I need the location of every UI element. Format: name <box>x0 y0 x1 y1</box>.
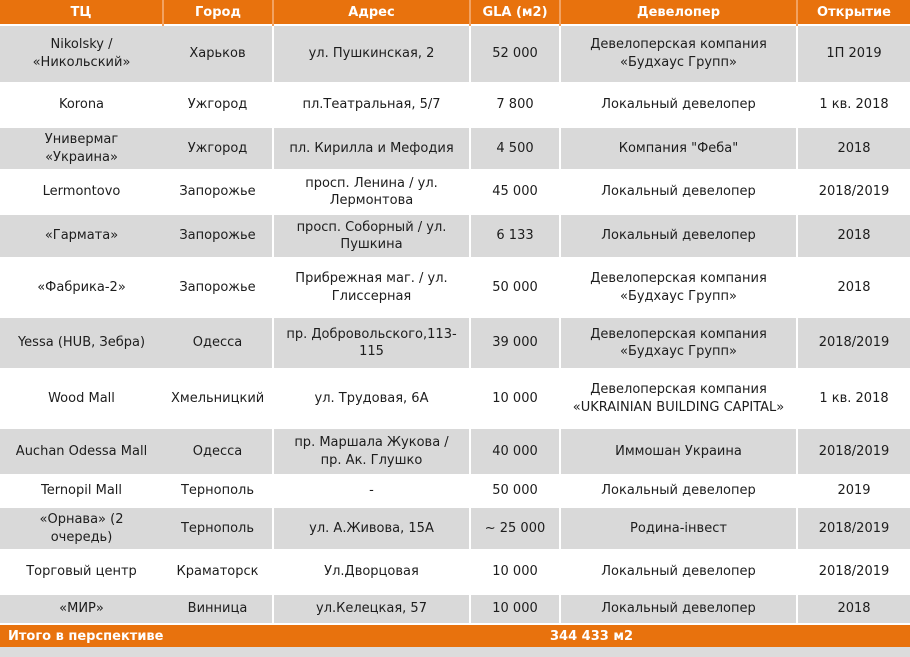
cell-developer: Девелоперская компания «Будхаус Групп» <box>560 258 797 317</box>
cell-mall-name: «МИР» <box>0 594 163 624</box>
cell-city: Ужгород <box>163 83 273 127</box>
column-header-developer: Девелопер <box>560 0 797 25</box>
cell-city: Запорожье <box>163 214 273 258</box>
cell-address: - <box>273 475 470 507</box>
cell-city: Винница <box>163 594 273 624</box>
cell-opening: 1 кв. 2018 <box>797 83 910 127</box>
cell-developer: Локальный девелопер <box>560 83 797 127</box>
column-header-opening: Открытие <box>797 0 910 25</box>
column-header-city: Город <box>163 0 273 25</box>
cell-address: Ул.Дворцовая <box>273 550 470 594</box>
cell-opening: 2018/2019 <box>797 507 910 550</box>
cell-city: Тернополь <box>163 475 273 507</box>
cell-gla: 10 000 <box>470 594 560 624</box>
table-row <box>0 127 910 170</box>
cell-address: пл.Театральная, 5/7 <box>273 83 470 127</box>
cell-developer: Девелоперская компания «Будхаус Групп» <box>560 317 797 369</box>
cell-gla: 50 000 <box>470 475 560 507</box>
cell-developer: Компания "Феба" <box>560 127 797 170</box>
table-row <box>0 317 910 369</box>
column-header-mall-name: ТЦ <box>0 0 163 25</box>
cell-address: пр. Маршала Жукова / пр. Ак. Глушко <box>273 428 470 475</box>
cell-opening: 2018/2019 <box>797 170 910 214</box>
cell-mall-name: Auchan Odessa Mall <box>0 428 163 475</box>
footer-row <box>0 624 910 647</box>
cell-mall-name: Korona <box>0 83 163 127</box>
table-row <box>0 507 910 550</box>
cell-developer: Локальный девелопер <box>560 475 797 507</box>
cell-gla: 10 000 <box>470 369 560 428</box>
cell-mall-name: Универмаг «Украина» <box>0 127 163 170</box>
cell-address: просп. Соборный / ул. Пушкина <box>273 214 470 258</box>
cell-opening: 2018 <box>797 258 910 317</box>
cell-opening: 2018 <box>797 214 910 258</box>
cell-address: пл. Кирилла и Мефодия <box>273 127 470 170</box>
cell-mall-name: «Фабрика-2» <box>0 258 163 317</box>
cell-address: ул. А.Живова, 15А <box>273 507 470 550</box>
cell-gla: ~ 25 000 <box>470 507 560 550</box>
table-row <box>0 170 910 214</box>
page-background-strip <box>0 647 910 652</box>
cell-city: Краматорск <box>163 550 273 594</box>
table-row <box>0 428 910 475</box>
cell-developer: Родина-інвест <box>560 507 797 550</box>
cell-mall-name: «Гармата» <box>0 214 163 258</box>
cell-mall-name: Ternopil Mall <box>0 475 163 507</box>
table-row <box>0 369 910 428</box>
cell-opening: 2018 <box>797 594 910 624</box>
cell-opening: 2018 <box>797 127 910 170</box>
cell-mall-name: Lermontovo <box>0 170 163 214</box>
column-header-address: Адрес <box>273 0 470 25</box>
cell-city: Одесса <box>163 317 273 369</box>
cell-city: Тернополь <box>163 507 273 550</box>
table-row <box>0 258 910 317</box>
cell-gla: 6 133 <box>470 214 560 258</box>
total-gla-value: 344 433 м2 <box>273 624 910 647</box>
cell-address: пр. Добровольского,113-115 <box>273 317 470 369</box>
table-row <box>0 83 910 127</box>
table-header <box>0 0 910 25</box>
cell-gla: 45 000 <box>470 170 560 214</box>
cell-opening: 2018/2019 <box>797 428 910 475</box>
cell-gla: 10 000 <box>470 550 560 594</box>
column-header-gla: GLA (м2) <box>470 0 560 25</box>
cell-developer: Локальный девелопер <box>560 170 797 214</box>
header-row <box>0 0 910 25</box>
table-footer <box>0 624 910 647</box>
table-row <box>0 475 910 507</box>
cell-opening: 2019 <box>797 475 910 507</box>
table-body <box>0 25 910 624</box>
cell-developer: Локальный девелопер <box>560 214 797 258</box>
cell-address: ул. Пушкинская, 2 <box>273 25 470 83</box>
cell-address: ул. Трудовая, 6А <box>273 369 470 428</box>
cell-opening: 2018/2019 <box>797 550 910 594</box>
cell-gla: 39 000 <box>470 317 560 369</box>
cell-developer: Локальный девелопер <box>560 550 797 594</box>
cell-gla: 7 800 <box>470 83 560 127</box>
total-label: Итого в перспективе <box>0 624 273 647</box>
cell-city: Запорожье <box>163 258 273 317</box>
cell-mall-name: Nikolsky / «Никольский» <box>0 25 163 83</box>
cell-gla: 50 000 <box>470 258 560 317</box>
cell-address: просп. Ленина / ул. Лермонтова <box>273 170 470 214</box>
table-row <box>0 214 910 258</box>
table-row <box>0 594 910 624</box>
cell-gla: 40 000 <box>470 428 560 475</box>
cell-opening: 2018/2019 <box>797 317 910 369</box>
cell-city: Одесса <box>163 428 273 475</box>
cell-developer: Иммошан Украина <box>560 428 797 475</box>
cell-developer: Девелоперская компания «Будхаус Групп» <box>560 25 797 83</box>
cell-opening: 1П 2019 <box>797 25 910 83</box>
cell-mall-name: Yessa (HUB, Зебра) <box>0 317 163 369</box>
table-row <box>0 550 910 594</box>
cell-city: Запорожье <box>163 170 273 214</box>
cell-city: Хмельницкий <box>163 369 273 428</box>
cell-address: ул.Келецкая, 57 <box>273 594 470 624</box>
cell-mall-name: Торговый центр <box>0 550 163 594</box>
cell-gla: 4 500 <box>470 127 560 170</box>
cell-city: Ужгород <box>163 127 273 170</box>
cell-gla: 52 000 <box>470 25 560 83</box>
table-row <box>0 25 910 83</box>
cell-opening: 1 кв. 2018 <box>797 369 910 428</box>
cell-mall-name: Wood Mall <box>0 369 163 428</box>
cell-city: Харьков <box>163 25 273 83</box>
cell-developer: Локальный девелопер <box>560 594 797 624</box>
cell-address: Прибрежная маг. / ул. Глиссерная <box>273 258 470 317</box>
cell-mall-name: «Орнава» (2 очередь) <box>0 507 163 550</box>
cell-developer: Девелоперская компания «UKRAINIAN BUILDING CAPITAL» <box>560 369 797 428</box>
